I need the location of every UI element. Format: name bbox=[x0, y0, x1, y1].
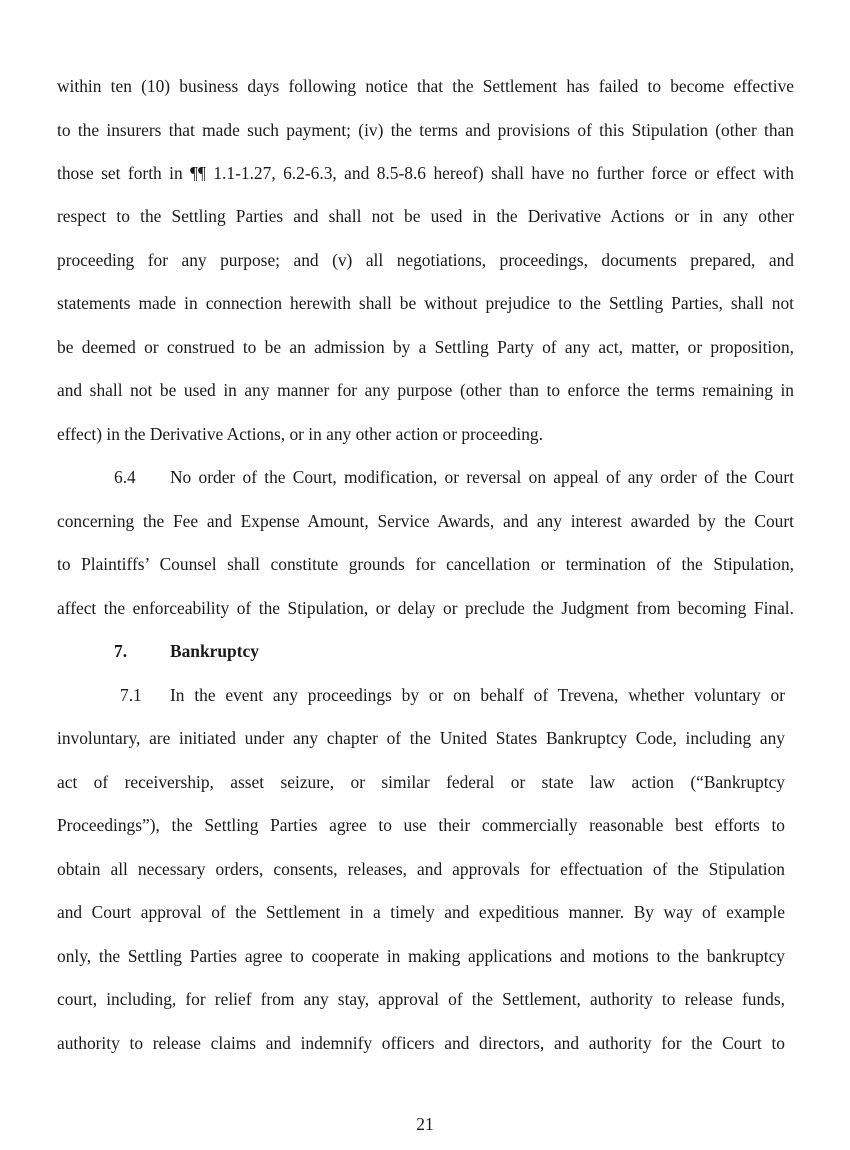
paragraph-line: within ten (10) business days following notice that the Settlement has failed to become effective bbox=[57, 76, 794, 96]
paragraph-line: be deemed or construed to be an admission by a Settling Party of any act, matter, or proposition, bbox=[57, 337, 794, 357]
paragraph-line: affect the enforceability of the Stipulation, or delay or preclude the Judgment from becoming Final. bbox=[57, 598, 794, 618]
paragraph-line: court, including, for relief from any stay, approval of the Settlement, authority to release funds, bbox=[57, 989, 785, 1009]
section-number: 7.1 bbox=[120, 685, 142, 705]
paragraph-line: effect) in the Derivative Actions, or in any other action or proceeding. bbox=[57, 424, 543, 444]
paragraph-line: Proceedings”), the Settling Parties agree to use their commercially reasonable best efforts to bbox=[57, 815, 785, 835]
paragraph-line: act of receivership, asset seizure, or similar federal or state law action (“Bankruptcy bbox=[57, 772, 785, 792]
section-heading-number: 7. bbox=[114, 641, 128, 661]
paragraph-line: only, the Settling Parties agree to cooperate in making applications and motions to the bankruptcy bbox=[57, 946, 785, 966]
paragraph-line: proceeding for any purpose; and (v) all negotiations, proceedings, documents prepared, and bbox=[57, 250, 794, 270]
section-number: 6.4 bbox=[114, 467, 136, 487]
paragraph-line: statements made in connection herewith shall be without prejudice to the Settling Parties, shall not bbox=[57, 293, 794, 313]
paragraph-line: No order of the Court, modification, or reversal on appeal of any order of the Court bbox=[170, 467, 794, 487]
paragraph-line: In the event any proceedings by or on behalf of Trevena, whether voluntary or bbox=[170, 685, 785, 705]
paragraph-line: involuntary, are initiated under any chapter of the United States Bankruptcy Code, including any bbox=[57, 728, 785, 748]
paragraph-line: to the insurers that made such payment; (iv) the terms and provisions of this Stipulation (other than bbox=[57, 120, 794, 140]
paragraph-line: obtain all necessary orders, consents, releases, and approvals for effectuation of the Stipulation bbox=[57, 859, 785, 879]
paragraph-line: those set forth in ¶¶ 1.1-1.27, 6.2-6.3, and 8.5-8.6 hereof) shall have no further force or effect with bbox=[57, 163, 794, 183]
paragraph-line: authority to release claims and indemnify officers and directors, and authority for the Court to bbox=[57, 1033, 785, 1053]
section-heading-title: Bankruptcy bbox=[170, 641, 259, 661]
paragraph-line: to Plaintiffs’ Counsel shall constitute grounds for cancellation or termination of the Stipulation, bbox=[57, 554, 794, 574]
paragraph-line: concerning the Fee and Expense Amount, Service Awards, and any interest awarded by the Court bbox=[57, 511, 794, 531]
paragraph-line: and Court approval of the Settlement in a timely and expeditious manner. By way of example bbox=[57, 902, 785, 922]
paragraph-line: respect to the Settling Parties and shall not be used in the Derivative Actions or in any other bbox=[57, 206, 794, 226]
paragraph-line: and shall not be used in any manner for any purpose (other than to enforce the terms remaining in bbox=[57, 380, 794, 400]
page-number: 21 bbox=[416, 1114, 434, 1134]
